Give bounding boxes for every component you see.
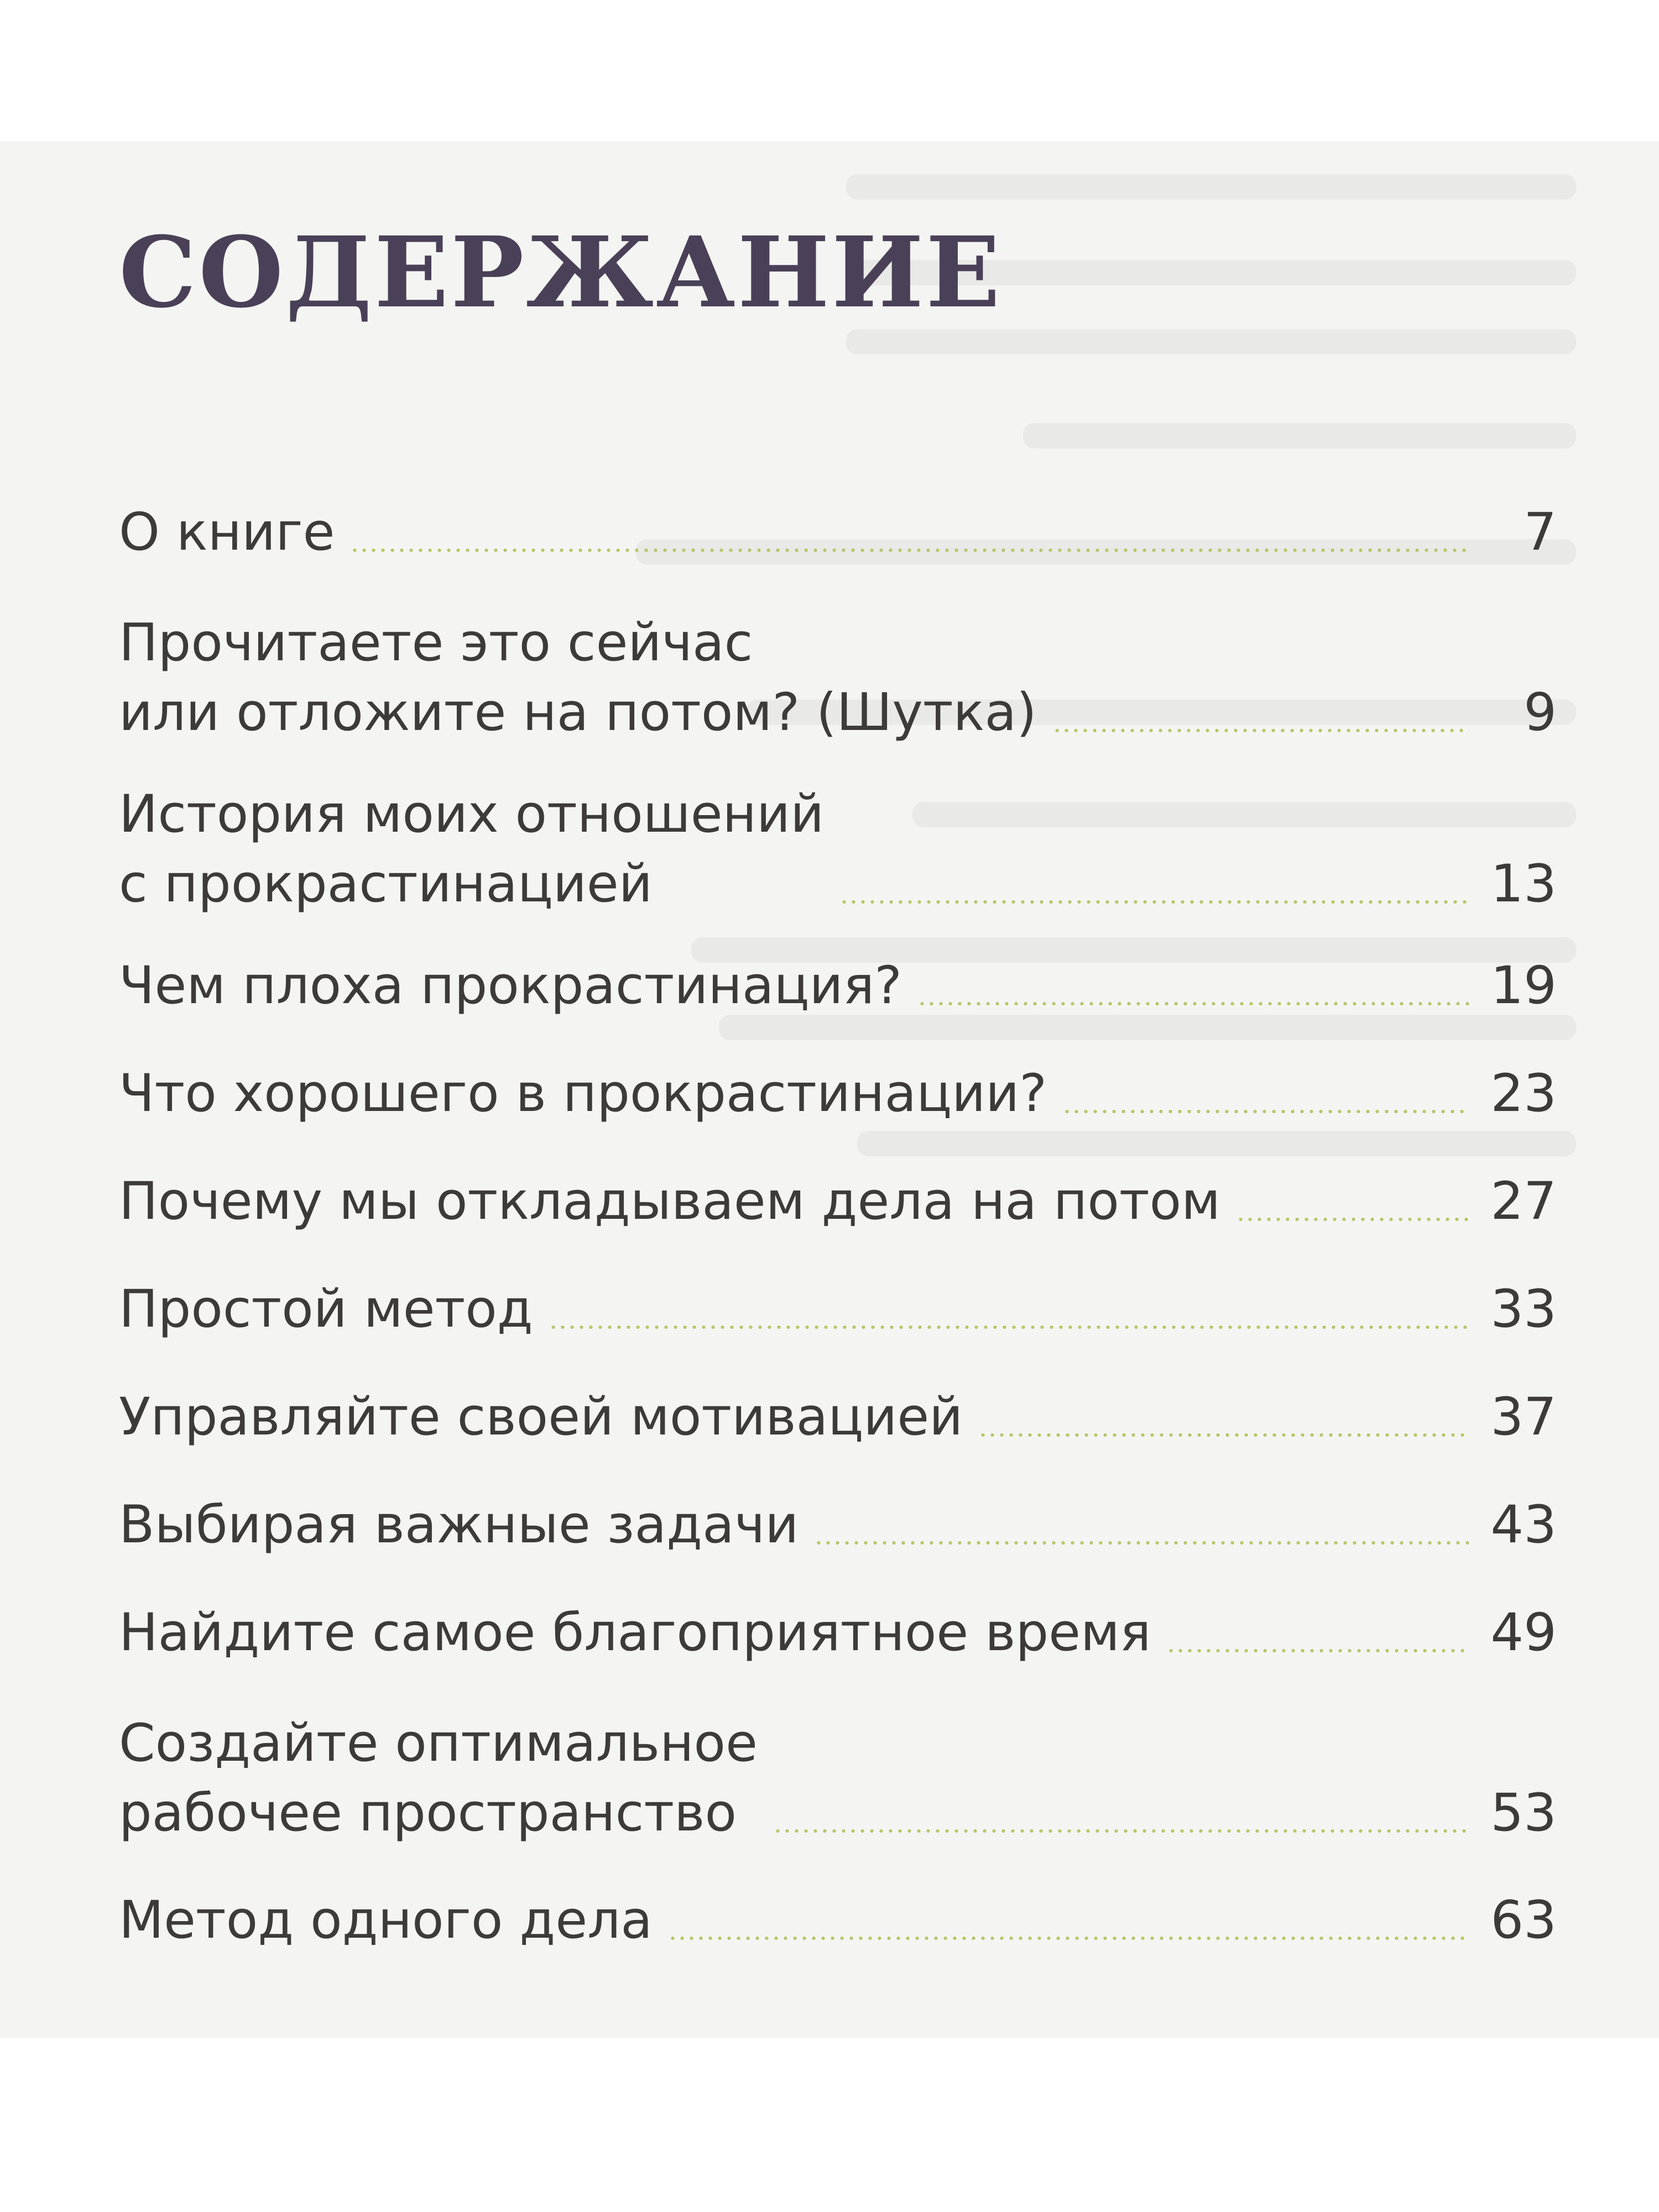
toc-entry-title: Найдите самое благоприятное время <box>119 1603 1151 1663</box>
toc-page-number: 9 <box>1524 682 1557 743</box>
toc-entry-title: Чем плоха прокрастинация? <box>119 956 902 1016</box>
toc-entry-title: Управляйте своей мотивацией <box>119 1387 963 1447</box>
toc-entry-motivation[interactable] <box>119 1383 1557 1452</box>
toc-entry-read-now[interactable] <box>119 608 1557 748</box>
toc-entry-important-tasks[interactable] <box>119 1490 1557 1560</box>
toc-entry-history[interactable] <box>119 780 1557 919</box>
show-through-text <box>846 329 1576 354</box>
show-through-text <box>846 174 1576 200</box>
toc-entry-title: Почему мы откладываем дела на потом <box>119 1171 1221 1232</box>
dot-leader <box>1062 1110 1469 1113</box>
toc-entry-title: История моих отношений с прокрастинацией <box>119 784 825 914</box>
toc-entry-title: Создайте оптимальное рабочее пространство <box>119 1713 758 1843</box>
toc-page-number: 33 <box>1490 1279 1557 1339</box>
dot-leader <box>1236 1218 1469 1221</box>
toc-page-number: 37 <box>1490 1387 1557 1447</box>
toc-entry-best-time[interactable] <box>119 1598 1557 1668</box>
toc-entry-title: Что хорошего в прокрастинации? <box>119 1063 1047 1124</box>
dot-leader <box>773 1829 1469 1833</box>
toc-entry-why-postpone[interactable] <box>119 1167 1557 1237</box>
show-through-text <box>857 1131 1576 1156</box>
toc-entry-title: Метод одного дела <box>119 1890 653 1950</box>
page-title: СОДЕРЖАНИЕ <box>119 215 1003 330</box>
dot-leader <box>917 1002 1469 1005</box>
dot-leader <box>814 1541 1469 1545</box>
toc-page-number: 49 <box>1490 1603 1557 1663</box>
dot-leader <box>549 1326 1469 1329</box>
toc-entry-title: Прочитаете это сейчас или отложите на потом? (Шутка) <box>119 613 1037 743</box>
dot-leader <box>978 1433 1469 1437</box>
toc-page-number: 13 <box>1490 854 1557 914</box>
dot-leader <box>350 549 1469 552</box>
dot-leader <box>1052 729 1469 732</box>
toc-entry-one-thing[interactable] <box>119 1886 1557 1955</box>
toc-page-number: 53 <box>1490 1783 1557 1843</box>
show-through-text <box>1023 423 1576 448</box>
toc-entry-simple-method[interactable] <box>119 1275 1557 1344</box>
dot-leader <box>668 1937 1469 1940</box>
dot-leader <box>1166 1649 1469 1652</box>
toc-entry-why-bad[interactable] <box>119 951 1557 1021</box>
toc-page-number: 23 <box>1490 1063 1557 1124</box>
toc-entry-workspace[interactable] <box>119 1709 1557 1848</box>
toc-page-number: 43 <box>1490 1495 1557 1555</box>
toc-entry-what-good[interactable] <box>119 1059 1557 1129</box>
toc-page-number: 19 <box>1490 956 1557 1016</box>
toc-entry-about-book[interactable] <box>119 498 1557 567</box>
toc-entry-title: Выбирая важные задачи <box>119 1495 799 1555</box>
toc-page-number: 63 <box>1490 1890 1557 1950</box>
toc-entry-title: О книге <box>119 502 335 562</box>
toc-page-number: 27 <box>1490 1171 1557 1232</box>
toc-entry-title: Простой метод <box>119 1279 533 1339</box>
toc-page-number: 7 <box>1524 502 1557 562</box>
dot-leader <box>839 900 1469 904</box>
